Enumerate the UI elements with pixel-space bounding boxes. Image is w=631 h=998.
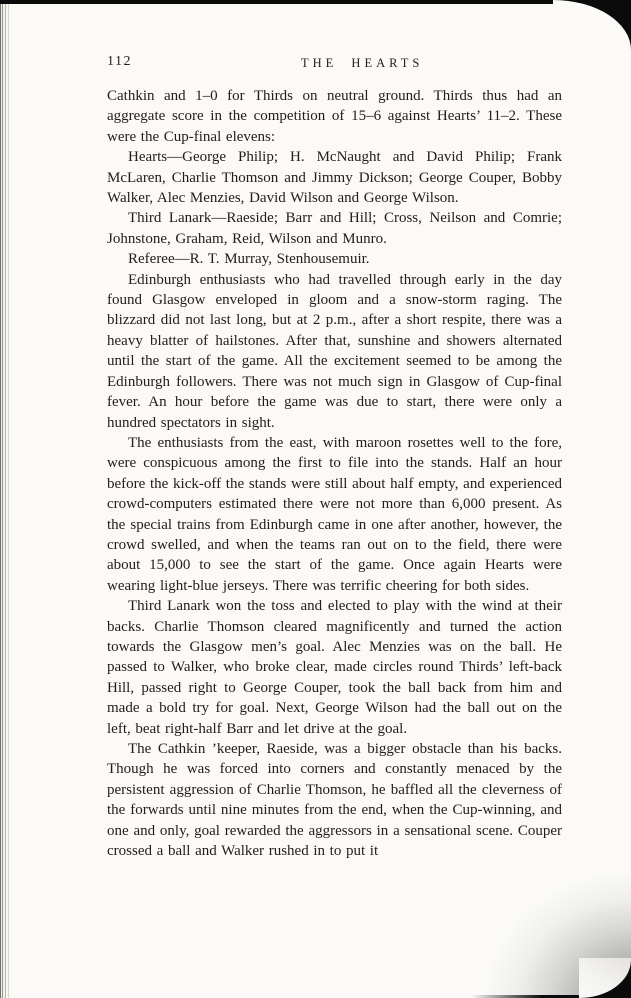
page-body [107,86,562,861]
page-corner-top-right [553,0,631,50]
page-number: 112 [107,54,132,69]
scan-border-top [0,0,631,4]
paragraph: The enthusiasts from the east, with maroon rosettes well to the fore, were conspicuous among the first to file into the stands. Half an hour before the kick-off the stands were still about half empty, and experienced crowd-computers estimated there were not more than 6,000 present. As the special trains from Edinburgh came in one after another, however, the crowd swelled, and when the teams ran out on to the field, there were about 15,000 to see the start of the game. Once again Hearts were wearing light-blue jerseys. There was terrific cheering for both sides. [107,434,562,594]
paragraph: Hearts—George Philip; H. McNaught and David Philip; Frank McLaren, Charlie Thomson and Jimmy Dickson; George Couper, Bobby Walker, Alec Menzies, David Wilson and George Wilson. [107,149,562,207]
paragraph: The Cathkin ’keeper, Raeside, was a bigger obstacle than his backs. Though he was forced into corners and constantly menaced by the persistent aggression of Charlie Thomson, he baffled all the cleverness of the forwards until nine minutes from the end, when the Cup-winning, and one and only, goal rewarded the aggressors in a sensational scene. Couper crossed a ball and Walker rushed in to put it [107,741,562,860]
paragraph: Third Lanark won the toss and elected to play with the wind at their backs. Charlie Thomson cleared magnificently and turned the action towards the Glasgow men’s goal. Alec Menzies was on the ball. He passed to Walker, who broke clear, made circles round Thirds’ left-back Hill, passed right to George Couper, took the ball back from him and made a bold try for goal. Next, George Wilson had the ball out on the left, beat right-half Barr and let drive at the goal. [107,598,562,737]
paragraph: Edinburgh enthusiasts who had travelled through early in the day found Glasgow enveloped in gloom and a snow-storm raging. The blizzard did not last long, but at 2 p.m., after a short respite, there was a heavy blatter of hailstones. After that, sunshine and showers alternated until the start of the game. All the excitement seemed to be among the Edinburgh followers. There was not much sign in Glasgow of Cup-final fever. An hour before the game was due to start, there were only a hundred spectators in sight. [107,271,562,431]
running-title: THE HEARTS [301,56,424,70]
paragraph: Referee—R. T. Murray, Stenhousemuir. [128,251,370,268]
page-corner-bottom-right [579,958,631,998]
book-page-edges [0,0,11,998]
paragraph: Third Lanark—Raeside; Barr and Hill; Cross, Neilson and Comrie; Johnstone, Graham, Reid, Wilson and Munro. [107,210,562,247]
paragraph: Cathkin and 1–0 for Thirds on neutral ground. Thirds thus had an aggregate score in the competition of 15–6 against Hearts’ 11–2. These were the Cup-final elevens: [107,88,562,145]
